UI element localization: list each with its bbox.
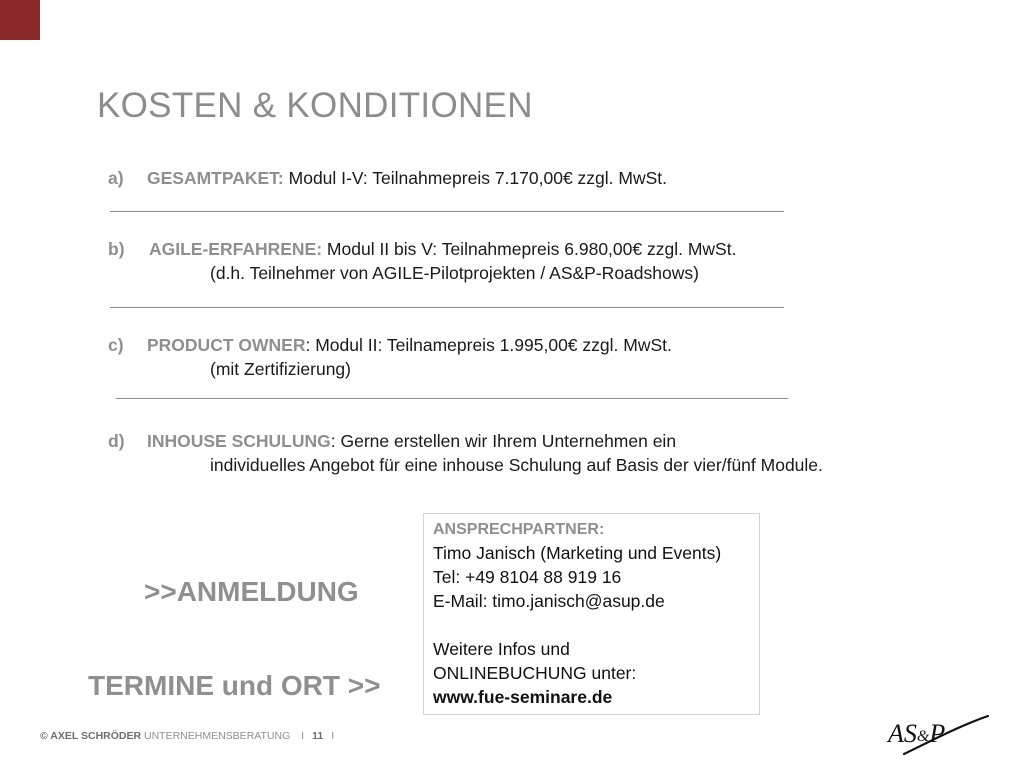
item-agile-erfahrene (108, 237, 736, 285)
termine-ort-link[interactable]: TERMINE und ORT >> (88, 670, 381, 701)
more-info-line: Weitere Infos und (433, 639, 570, 659)
item-subtext: (mit Zertifizierung) (210, 359, 351, 379)
logo-text-end: P (929, 719, 946, 748)
footer (40, 730, 342, 742)
item-letter: d) (108, 431, 125, 451)
footer-company-rest: UNTERNEHMENSBERATUNG (141, 730, 291, 742)
logo-text-amp: & (916, 728, 930, 745)
item-gesamtpaket (108, 166, 667, 190)
footer-company-bold: © AXEL SCHRÖDER (40, 730, 142, 742)
contact-heading: ANSPRECHPARTNER: (433, 521, 605, 538)
footer-separator: I (301, 730, 305, 742)
contact-phone: Tel: +49 8104 88 919 16 (433, 567, 622, 587)
svg-text:AS&P (886, 719, 945, 748)
corner-accent (0, 0, 40, 40)
item-letter: c) (108, 335, 124, 355)
item-product-owner (108, 333, 672, 381)
spacer (433, 613, 759, 637)
item-text: : Gerne erstellen wir Ihrem Unternehmen ein (330, 431, 677, 451)
contact-email[interactable]: E-Mail: timo.janisch@asup.de (433, 591, 665, 611)
item-text: Modul I-V: Teilnahmepreis 7.170,00€ zzgl. MwSt. (283, 168, 668, 188)
logo-text-main: AS (888, 719, 917, 748)
item-label: INHOUSE SCHULUNG (147, 431, 331, 451)
online-booking-line: ONLINEBUCHUNG unter: (433, 663, 637, 683)
anmeldung-link[interactable]: >>ANMELDUNG (144, 576, 359, 607)
item-subtext: (d.h. Teilnehmer von AGILE-Pilotprojekten / AS&P-Roadshows) (210, 263, 699, 283)
item-letter: a) (108, 168, 124, 188)
divider (110, 211, 784, 212)
contact-box (423, 513, 760, 715)
item-label: PRODUCT OWNER (147, 335, 306, 355)
item-inhouse-schulung (108, 429, 823, 477)
footer-separator: I (331, 730, 335, 742)
page-number: 11 (312, 730, 324, 742)
item-label: GESAMTPAKET: (147, 168, 284, 188)
divider (116, 398, 788, 399)
asp-logo (884, 712, 990, 758)
page-title: KOSTEN & KONDITIONEN (97, 86, 533, 125)
item-text: Modul II bis V: Teilnahmepreis 6.980,00€ zzgl. MwSt. (322, 239, 737, 259)
item-text: : Modul II: Teilnamepreis 1.995,00€ zzgl. MwSt. (305, 335, 672, 355)
item-letter: b) (108, 239, 125, 259)
website-link[interactable]: www.fue-seminare.de (433, 687, 613, 707)
contact-name: Timo Janisch (Marketing und Events) (433, 543, 722, 563)
item-label: AGILE-ERFAHRENE: (149, 239, 323, 259)
item-subtext: individuelles Angebot für eine inhouse Schulung auf Basis der vier/fünf Module. (210, 455, 823, 475)
divider (110, 307, 784, 308)
